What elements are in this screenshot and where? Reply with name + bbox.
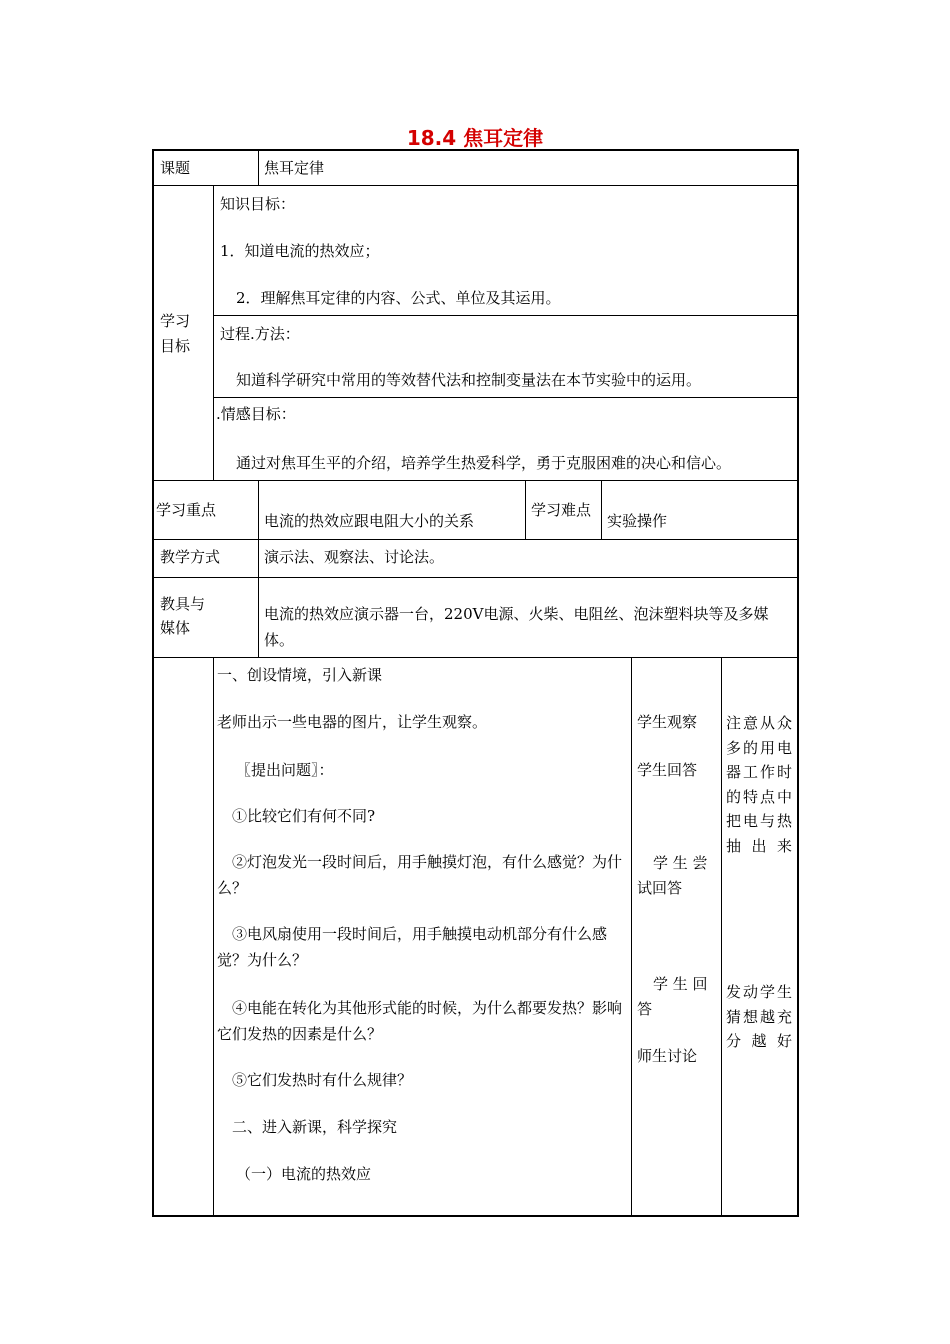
design-note: 发动学生猜想越充分越好 (726, 983, 792, 1050)
divider (525, 480, 526, 540)
divider (631, 657, 632, 1217)
difficulty-label: 学习难点 (531, 501, 592, 519)
media-label: 教具与 (160, 595, 206, 613)
divider (258, 149, 259, 186)
question: ④电能在转化为其他形式能的时候，为什么都要发热？影响它们发热的因素是什么？ (217, 999, 623, 1043)
goals-label: 目标 (160, 337, 191, 355)
focus-value: 电流的热效应跟电阻大小的关系 (264, 512, 475, 530)
divider (213, 397, 799, 398)
divider (152, 480, 799, 481)
divider (213, 657, 214, 1217)
method-label: 教学方式 (160, 548, 221, 566)
topic-value: 焦耳定律 (264, 159, 325, 177)
difficulty-value: 实验操作 (607, 512, 668, 530)
emotion-text: 通过对焦耳生平的介绍，培养学生热爱科学，勇于克服困难的决心和信心。 (236, 454, 732, 472)
knowledge-item: 1．知道电流的热效应； (220, 242, 380, 260)
goals-label: 学习 (160, 312, 191, 330)
divider (152, 577, 799, 578)
student-activity: 学 生 回 答 (637, 975, 708, 1018)
page-title: 18.4 焦耳定律 (406, 126, 544, 150)
process-heading: 过程.方法： (220, 325, 300, 343)
process-text: 知道科学研究中常用的等效替代法和控制变量法在本节实验中的运用。 (236, 371, 702, 389)
method-value: 演示法、观察法、讨论法。 (264, 548, 445, 566)
question: ①比较它们有何不同? (232, 807, 376, 825)
divider (601, 480, 602, 540)
section-heading: 一、创设情境，引入新课 (217, 666, 383, 684)
topic-label: 课题 (160, 159, 191, 177)
section-heading: （一）电流的热效应 (236, 1165, 372, 1183)
media-value: 电流的热效应演示器一台，220V电源、火柴、电阻丝、泡沫塑料块等及多媒体。 (264, 605, 769, 649)
knowledge-item: 2．理解焦耳定律的内容、公式、单位及其运用。 (236, 289, 561, 307)
student-activity: 学生观察 (637, 713, 698, 731)
divider (213, 315, 799, 316)
knowledge-heading: 知识目标： (220, 195, 296, 213)
teacher-text: 老师出示一些电器的图片，让学生观察。 (217, 713, 488, 731)
divider (152, 539, 799, 540)
divider (721, 657, 722, 1217)
student-activity: 师生讨论 (637, 1047, 698, 1065)
divider (258, 480, 259, 658)
divider (152, 657, 799, 658)
design-note: 注意从众多的用电器工作时的特点中把电与热抽出来 (726, 714, 792, 855)
question: ③电风扇使用一段时间后，用手触摸电动机部分有什么感觉？为什么？ (217, 925, 608, 969)
focus-label: 学习重点 (156, 501, 217, 519)
student-activity: 学生回答 (637, 761, 698, 779)
section-heading: 二、进入新课，科学探究 (232, 1118, 398, 1136)
question: ②灯泡发光一段时间后，用手触摸灯泡，有什么感觉？为什么？ (217, 853, 623, 897)
media-label: 媒体 (160, 619, 191, 637)
question: ⑤它们发热时有什么规律？ (232, 1071, 413, 1089)
student-activity: 学 生 尝 试回答 (637, 854, 708, 897)
emotion-heading: .情感目标： (216, 405, 296, 423)
divider (213, 185, 214, 481)
teacher-text: 〖提出问题〗： (236, 761, 334, 779)
divider (152, 185, 799, 186)
